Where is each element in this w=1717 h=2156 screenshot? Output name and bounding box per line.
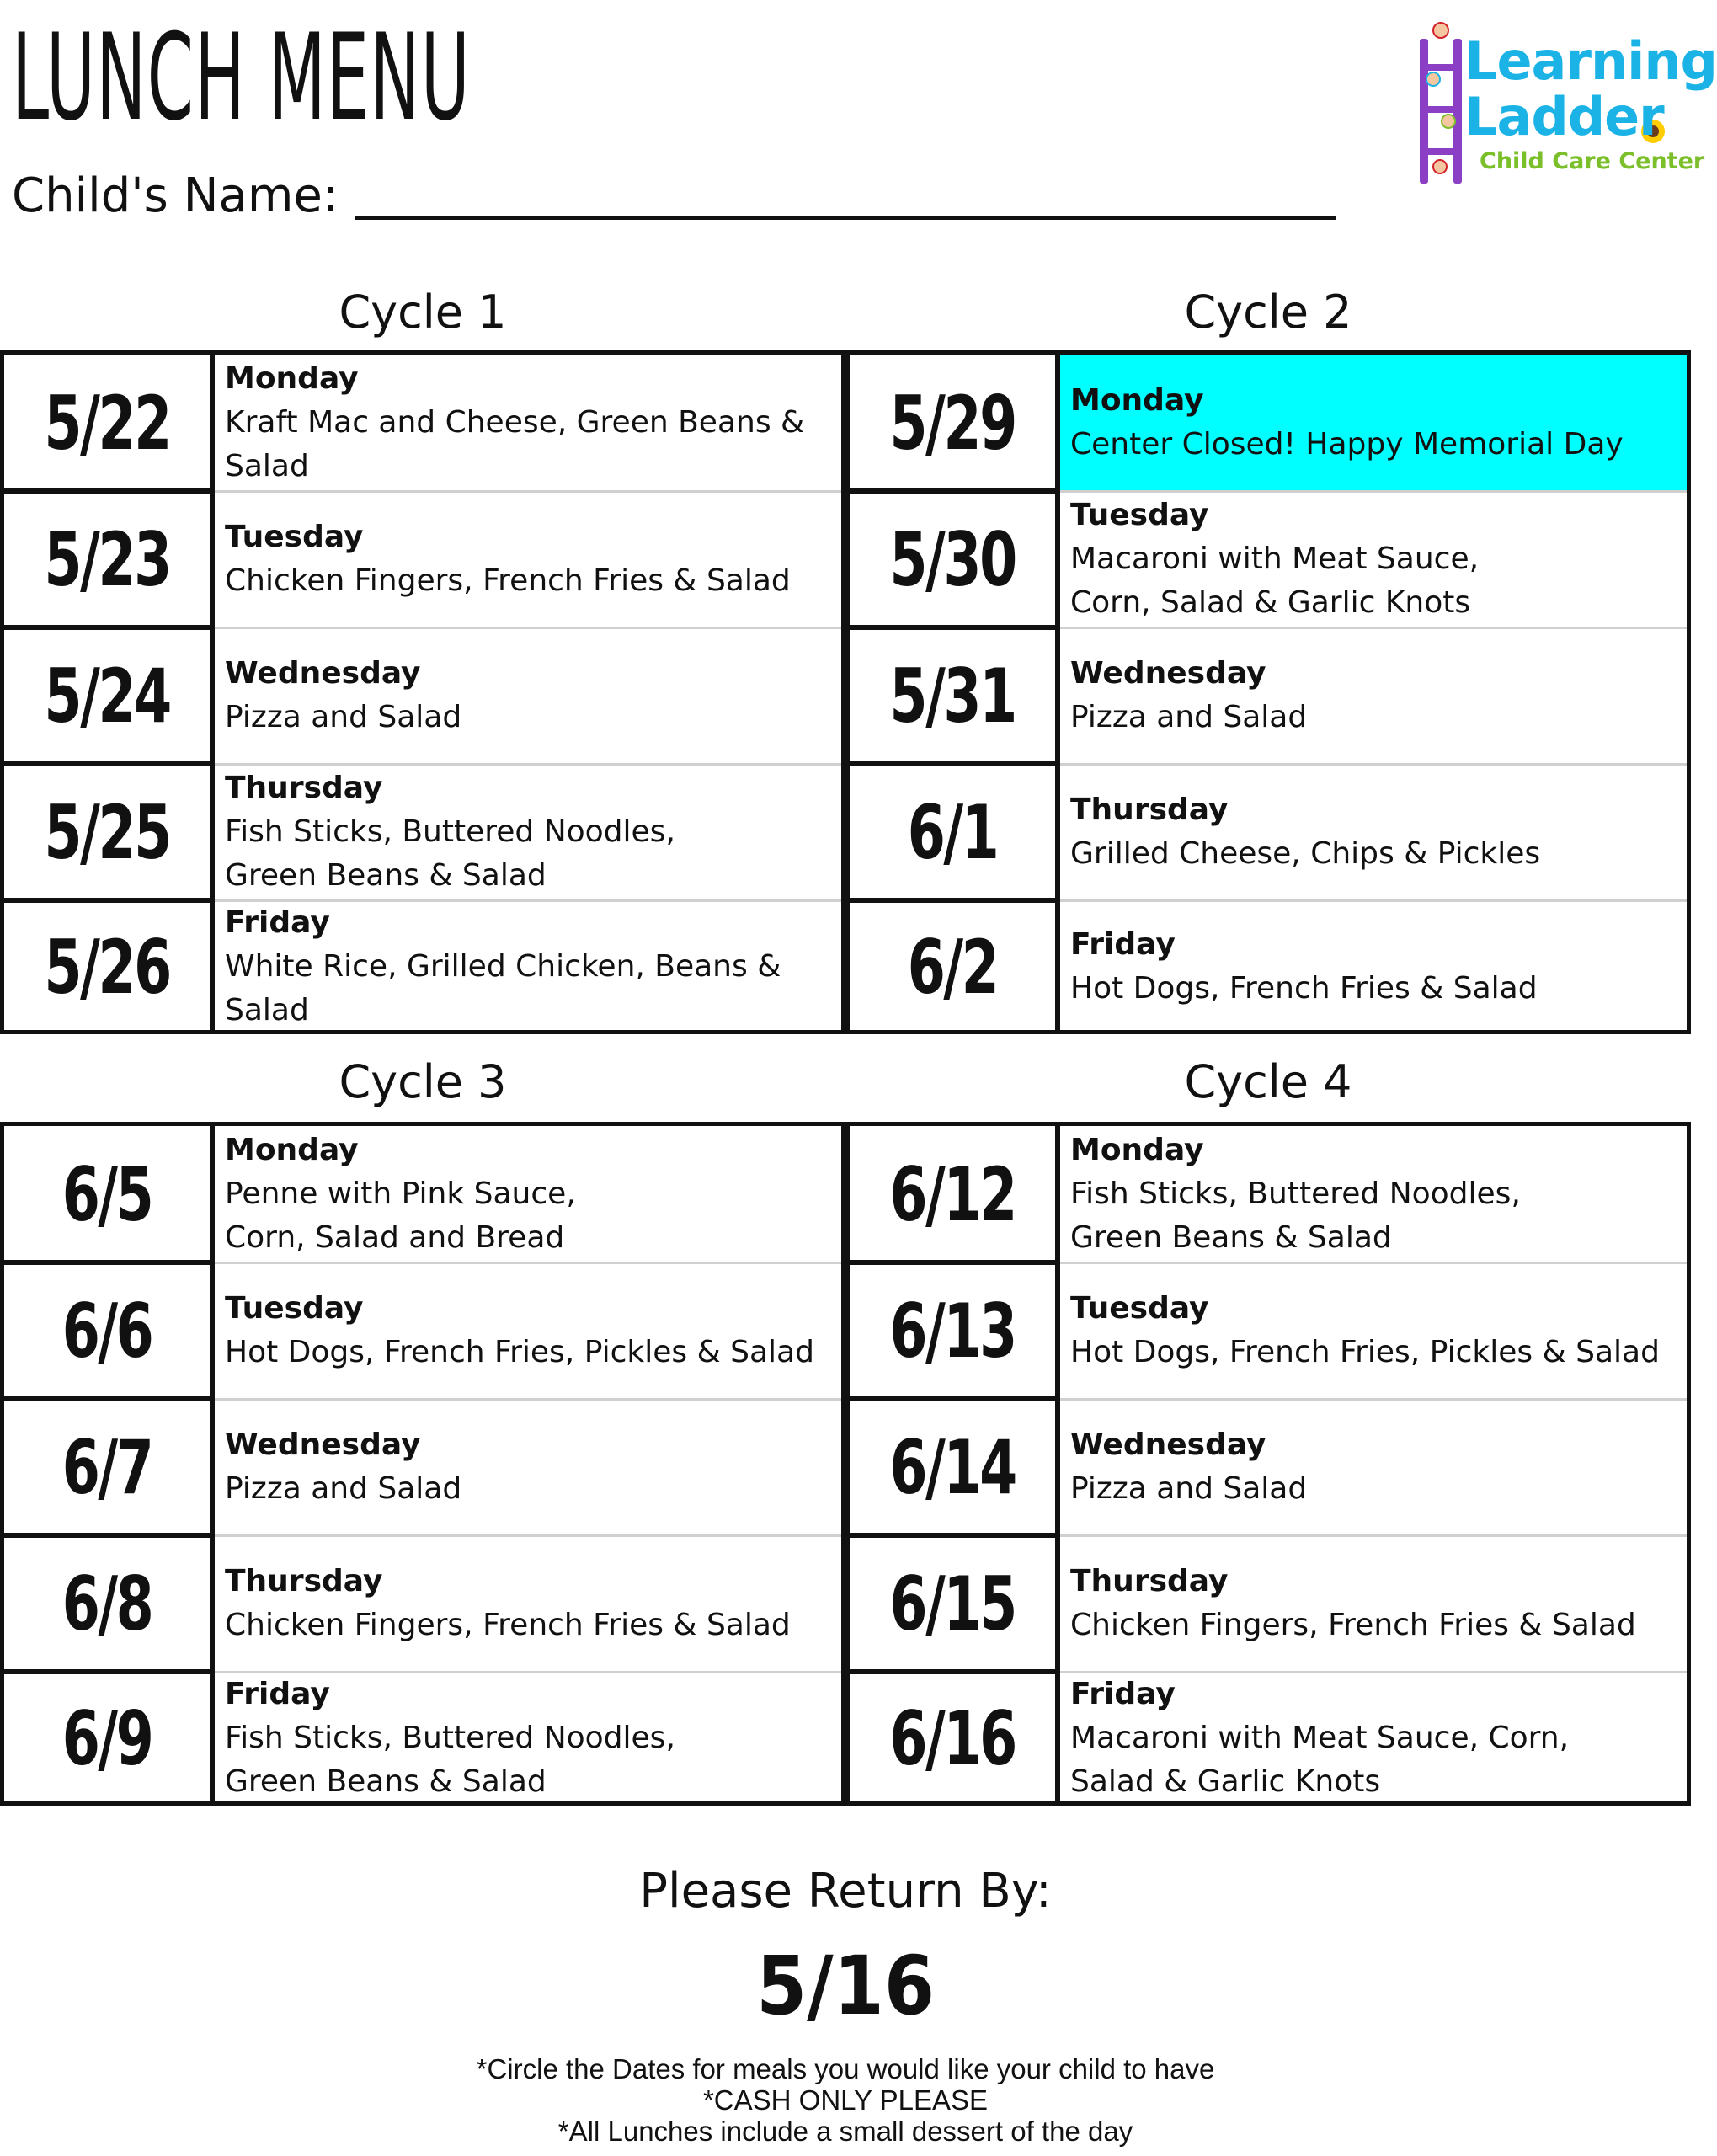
menu-row	[4, 900, 841, 1033]
menu-food: Hot Dogs, French Fries, Pickles & Salad	[225, 1335, 814, 1369]
menu-date[interactable]	[850, 1126, 1060, 1262]
menu-meal	[1060, 1262, 1687, 1399]
menu-row	[4, 764, 841, 900]
menu-date[interactable]	[4, 627, 215, 764]
menu-date-text: 6/13	[889, 1287, 1016, 1374]
menu-row	[850, 764, 1687, 900]
menu-food: Chicken Fingers, French Fries & Salad	[225, 1608, 791, 1642]
note-circle-dates: *Circle the Dates for meals you would like your child to have	[476, 2053, 1215, 2084]
menu-meal	[215, 491, 841, 627]
menu-food: Fish Sticks, Buttered Noodles,	[225, 814, 675, 849]
menu-food: Macaroni with Meat Sauce,	[1070, 542, 1480, 576]
menu-food: Green Beans & Salad	[225, 858, 547, 893]
menu-meal	[215, 1672, 841, 1805]
menu-day: Monday	[1070, 1133, 1204, 1167]
menu-food: Center Closed! Happy Memorial Day	[1070, 427, 1624, 462]
menu-food: White Rice, Grilled Chicken, Beans & Salad	[225, 949, 781, 1027]
menu-date-text: 5/26	[44, 923, 170, 1011]
menu-day: Tuesday	[225, 1291, 364, 1326]
logo-line-2: Ladder	[1464, 86, 1664, 147]
cycle-3-table	[0, 1122, 845, 1806]
menu-date-text: 6/15	[889, 1560, 1016, 1647]
menu-date-text: 5/23	[44, 515, 170, 603]
menu-meal	[215, 627, 841, 764]
logo-line-1: Learning	[1464, 30, 1717, 92]
menu-row	[850, 627, 1687, 764]
menu-date-text: 5/31	[889, 652, 1016, 739]
menu-date[interactable]	[850, 1672, 1060, 1805]
menu-meal	[1060, 1399, 1687, 1535]
menu-date[interactable]	[4, 1262, 215, 1399]
menu-meal	[1060, 1672, 1687, 1805]
menu-row	[4, 1262, 841, 1399]
menu-food: Grilled Cheese, Chips & Pickles	[1070, 836, 1541, 871]
menu-date-text: 6/8	[61, 1560, 152, 1647]
menu-day: Tuesday	[225, 520, 364, 554]
menu-food: Fish Sticks, Buttered Noodles,	[225, 1721, 675, 1755]
menu-date[interactable]	[850, 355, 1060, 491]
menu-day: Friday	[1070, 1677, 1176, 1711]
menu-row	[4, 355, 841, 491]
menu-day: Tuesday	[1070, 498, 1209, 532]
menu-date[interactable]	[4, 1535, 215, 1672]
menu-food: Green Beans & Salad	[225, 1764, 547, 1799]
menu-meal	[215, 1126, 841, 1262]
menu-row	[850, 491, 1687, 627]
cycle-4-table	[845, 1122, 1691, 1806]
child-name-field	[12, 165, 1336, 223]
logo-line-3: Child Care Center	[1480, 148, 1705, 174]
menu-meal	[215, 1535, 841, 1672]
menu-food: Penne with Pink Sauce,	[225, 1177, 576, 1211]
menu-date-text: 5/25	[44, 788, 170, 876]
menu-meal	[1060, 764, 1687, 900]
menu-day: Wednesday	[225, 656, 421, 691]
menu-day: Friday	[225, 1677, 330, 1711]
menu-row	[850, 355, 1687, 491]
footer-notes	[0, 2053, 1691, 2147]
menu-date[interactable]	[850, 764, 1060, 900]
menu-meal	[1060, 900, 1687, 1033]
menu-day: Thursday	[225, 771, 383, 805]
menu-date-text: 6/2	[907, 923, 998, 1011]
menu-row	[850, 1399, 1687, 1535]
child-name-line[interactable]	[355, 165, 1336, 220]
menu-meal	[215, 1399, 841, 1535]
menu-meal	[1060, 627, 1687, 764]
menu-date[interactable]	[4, 764, 215, 900]
menu-day: Thursday	[1070, 1564, 1229, 1598]
menu-food: Hot Dogs, French Fries & Salad	[1070, 971, 1538, 1006]
return-by-label: Please Return By:	[639, 1864, 1052, 1919]
cycle-2-table	[845, 350, 1691, 1034]
menu-day: Wednesday	[1070, 1428, 1266, 1462]
menu-day: Monday	[225, 1133, 359, 1167]
logo-text	[1464, 30, 1717, 174]
menu-date[interactable]	[4, 1126, 215, 1262]
menu-food: Hot Dogs, French Fries, Pickles & Salad	[1070, 1335, 1660, 1369]
menu-date[interactable]	[850, 627, 1060, 764]
menu-date[interactable]	[850, 1399, 1060, 1535]
menu-food: Corn, Salad and Bread	[225, 1220, 565, 1255]
menu-meal	[215, 355, 841, 491]
cycle-1-title: Cycle 1	[339, 286, 507, 339]
menu-day: Friday	[225, 905, 330, 940]
menu-day: Thursday	[1070, 792, 1229, 827]
menu-row	[850, 1535, 1687, 1672]
menu-date-text: 6/14	[889, 1423, 1016, 1511]
menu-day: Thursday	[225, 1564, 383, 1598]
menu-row	[4, 1672, 841, 1805]
menu-row	[4, 1399, 841, 1535]
menu-day: Tuesday	[1070, 1291, 1209, 1326]
menu-food: Pizza and Salad	[225, 700, 462, 734]
menu-food: Fish Sticks, Buttered Noodles,	[1070, 1177, 1521, 1211]
menu-date-text: 5/22	[44, 379, 170, 467]
menu-food: Kraft Mac and Cheese, Green Beans & Salad	[225, 405, 805, 483]
menu-day: Friday	[1070, 927, 1176, 962]
menu-meal	[1060, 1535, 1687, 1672]
menu-food: Corn, Salad & Garlic Knots	[1070, 585, 1471, 620]
menu-date-text: 5/24	[44, 652, 170, 739]
cycle-4-title: Cycle 4	[1184, 1055, 1352, 1108]
menu-day: Monday	[1070, 383, 1204, 418]
menu-meal	[1060, 491, 1687, 627]
menu-row	[4, 491, 841, 627]
menu-row	[850, 1126, 1687, 1262]
menu-food: Chicken Fingers, French Fries & Salad	[1070, 1608, 1636, 1642]
page-title: LUNCH MENU	[12, 8, 472, 147]
menu-day: Monday	[225, 361, 359, 396]
menu-row	[4, 1535, 841, 1672]
menu-date[interactable]	[4, 900, 215, 1033]
menu-date[interactable]	[4, 1672, 215, 1805]
child-name-label: Child's Name:	[12, 168, 339, 223]
menu-food: Pizza and Salad	[1070, 700, 1308, 734]
menu-row	[850, 900, 1687, 1033]
menu-meal-highlighted	[1060, 355, 1687, 491]
menu-food: Pizza and Salad	[1070, 1471, 1308, 1506]
menu-row	[850, 1672, 1687, 1805]
menu-date-text: 6/1	[907, 788, 998, 876]
menu-meal	[215, 764, 841, 900]
menu-row	[4, 1126, 841, 1262]
menu-date[interactable]	[850, 1262, 1060, 1399]
menu-date-text: 6/9	[61, 1694, 152, 1782]
cycle-1-table	[0, 350, 845, 1034]
menu-food: Macaroni with Meat Sauce, Corn,	[1070, 1721, 1570, 1755]
menu-food: Salad & Garlic Knots	[1070, 1764, 1381, 1799]
menu-food: Pizza and Salad	[225, 1471, 462, 1506]
menu-meal	[1060, 1126, 1687, 1262]
menu-date-text: 5/29	[889, 379, 1016, 467]
cycle-3-title: Cycle 3	[339, 1055, 507, 1108]
menu-date-text: 6/16	[889, 1694, 1016, 1782]
menu-food: Chicken Fingers, French Fries & Salad	[225, 563, 791, 598]
menu-day: Wednesday	[225, 1428, 421, 1462]
menu-date-text: 6/7	[61, 1423, 152, 1511]
menu-date[interactable]	[4, 355, 215, 491]
menu-row	[850, 1262, 1687, 1399]
menu-date[interactable]	[850, 1535, 1060, 1672]
cycle-2-title: Cycle 2	[1184, 286, 1352, 339]
menu-row	[4, 627, 841, 764]
menu-food: Green Beans & Salad	[1070, 1220, 1392, 1255]
menu-meal	[215, 900, 841, 1033]
menu-date-text: 6/6	[61, 1287, 152, 1374]
menu-date-text: 6/12	[889, 1150, 1016, 1238]
return-by-date: 5/16	[756, 1939, 935, 2033]
menu-date[interactable]	[4, 1399, 215, 1535]
menu-date[interactable]	[850, 491, 1060, 627]
menu-date[interactable]	[4, 491, 215, 627]
menu-date[interactable]	[850, 900, 1060, 1033]
note-dessert: *All Lunches include a small dessert of the day	[557, 2116, 1133, 2147]
note-cash-only: *CASH ONLY PLEASE	[702, 2084, 989, 2116]
menu-date-text: 6/5	[61, 1150, 152, 1238]
menu-date-text: 5/30	[889, 515, 1016, 603]
menu-meal	[215, 1262, 841, 1399]
menu-day: Wednesday	[1070, 656, 1266, 691]
